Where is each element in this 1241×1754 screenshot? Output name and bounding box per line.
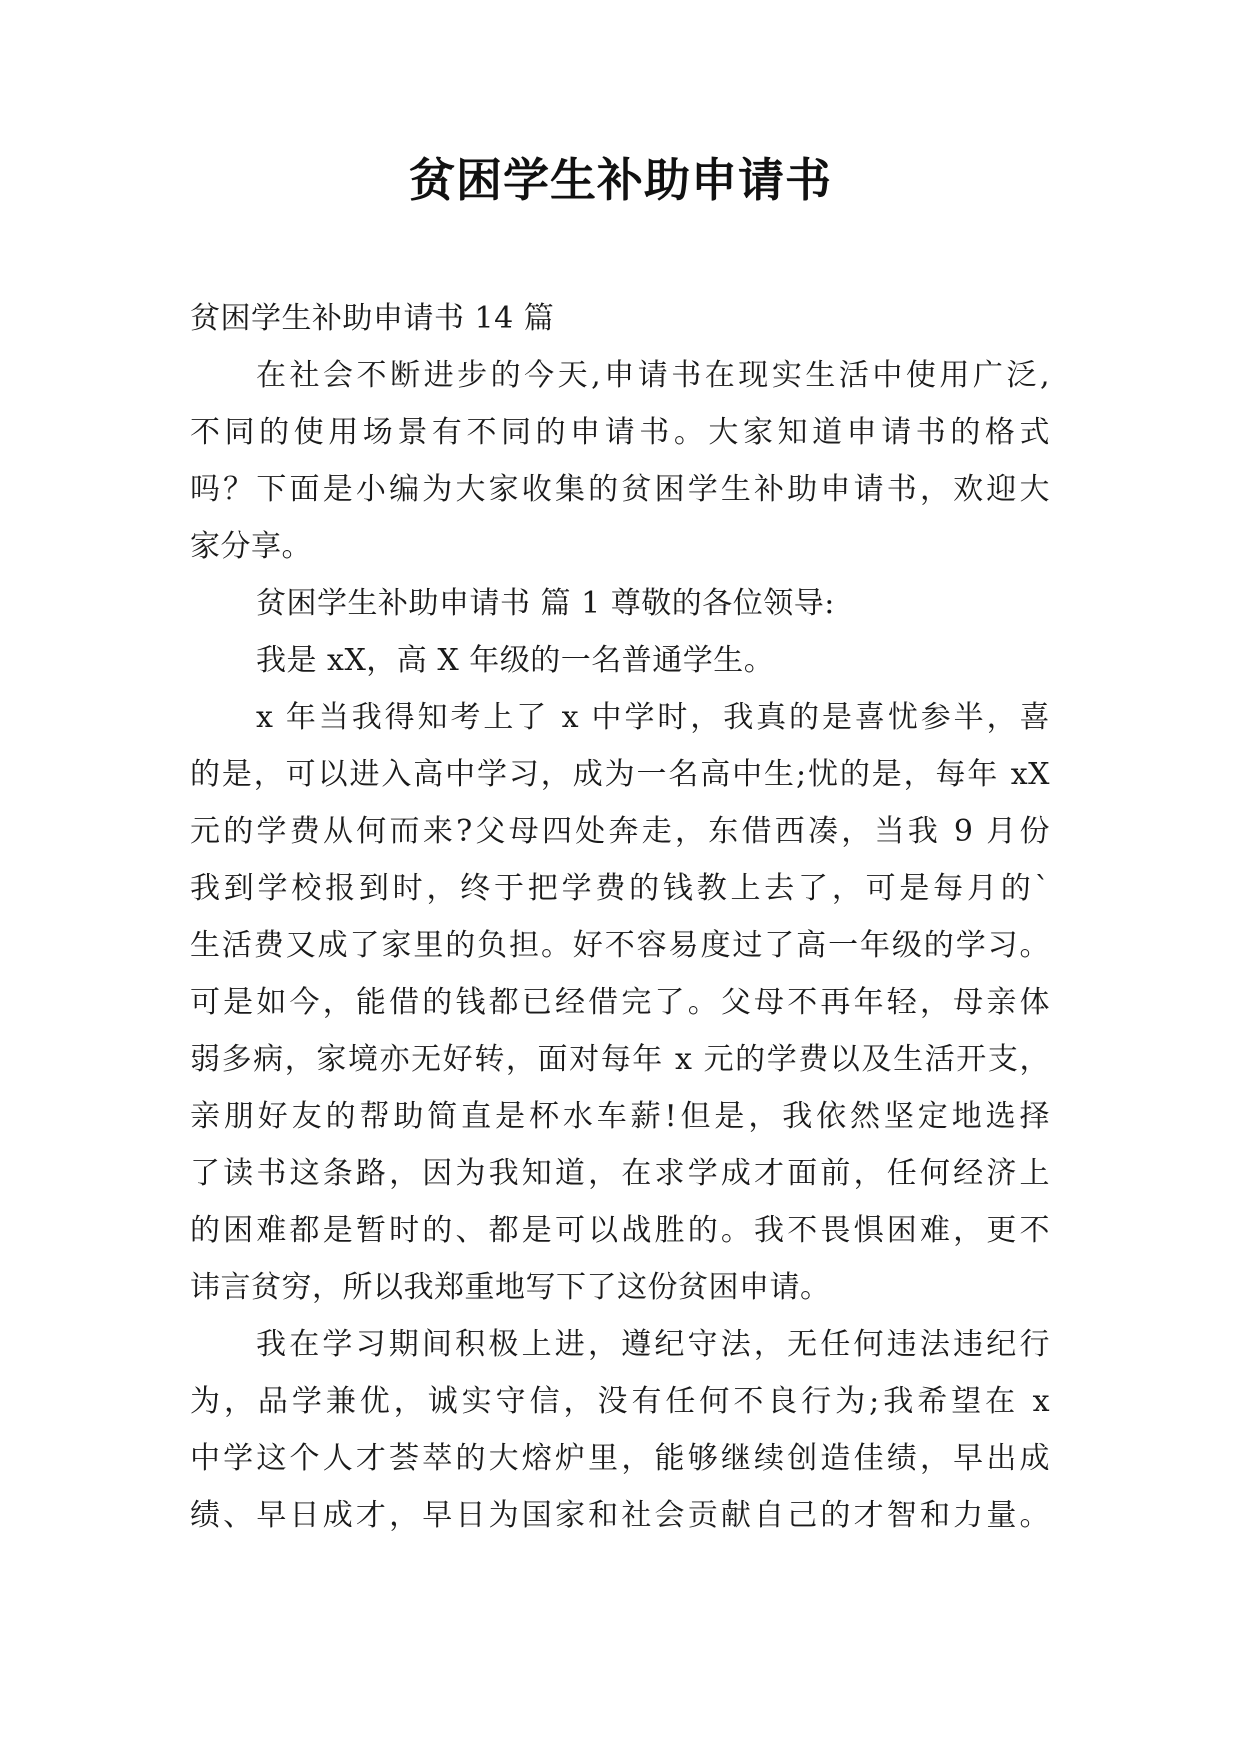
- text-line: 在社会不断进步的今天,申请书在现实生活中使用广泛,: [256, 358, 1050, 393]
- text-line: 了读书这条路，因为我知道，在求学成才面前，任何经济上: [190, 1156, 1050, 1191]
- text-line: 讳言贫穷，所以我郑重地写下了这份贫困申请。: [190, 1270, 831, 1305]
- text-line: 贫困学生补助申请书 篇 1 尊敬的各位领导:: [256, 586, 835, 621]
- text-line: 元的学费从何而来?父母四处奔走，东借西凑，当我 9 月份: [190, 814, 1050, 849]
- text-line: 吗？下面是小编为大家收集的贫困学生补助申请书，欢迎大: [190, 472, 1050, 507]
- text-line: 我是 xX，高 X 年级的一名普通学生。: [256, 643, 775, 678]
- document-title: 贫困学生补助申请书: [409, 153, 832, 207]
- text-line: 中学这个人才荟萃的大熔炉里，能够继续创造佳绩，早出成: [190, 1441, 1050, 1476]
- text-line: 生活费又成了家里的负担。好不容易度过了高一年级的学习。: [190, 928, 1050, 963]
- text-line: 绩、早日成才，早日为国家和社会贡献自己的才智和力量。: [190, 1498, 1050, 1533]
- text-line: 的是，可以进入高中学习，成为一名高中生;忧的是，每年 xX: [190, 757, 1050, 792]
- text-line: 的困难都是暂时的、都是可以战胜的。我不畏惧困难，更不: [190, 1213, 1050, 1248]
- text-line: 可是如今，能借的钱都已经借完了。父母不再年轻，母亲体: [190, 985, 1050, 1020]
- text-line: 家分享。: [190, 529, 312, 564]
- text-line: 不同的使用场景有不同的申请书。大家知道申请书的格式: [190, 415, 1050, 450]
- text-line: x 年当我得知考上了 x 中学时，我真的是喜忧参半，喜: [256, 700, 1050, 735]
- text-line: 贫困学生补助申请书 14 篇: [190, 301, 555, 336]
- text-line: 亲朋好友的帮助简直是杯水车薪!但是，我依然坚定地选择: [190, 1099, 1050, 1134]
- text-line: 我到学校报到时，终于把学费的钱教上去了，可是每月的`: [190, 871, 1050, 906]
- text-line: 弱多病，家境亦无好转，面对每年 x 元的学费以及生活开支，: [190, 1042, 1050, 1077]
- text-line: 我在学习期间积极上进，遵纪守法，无任何违法违纪行: [256, 1327, 1050, 1362]
- document-body: [190, 290, 1050, 1544]
- text-line: 为，品学兼优，诚实守信，没有任何不良行为;我希望在 x: [190, 1384, 1050, 1419]
